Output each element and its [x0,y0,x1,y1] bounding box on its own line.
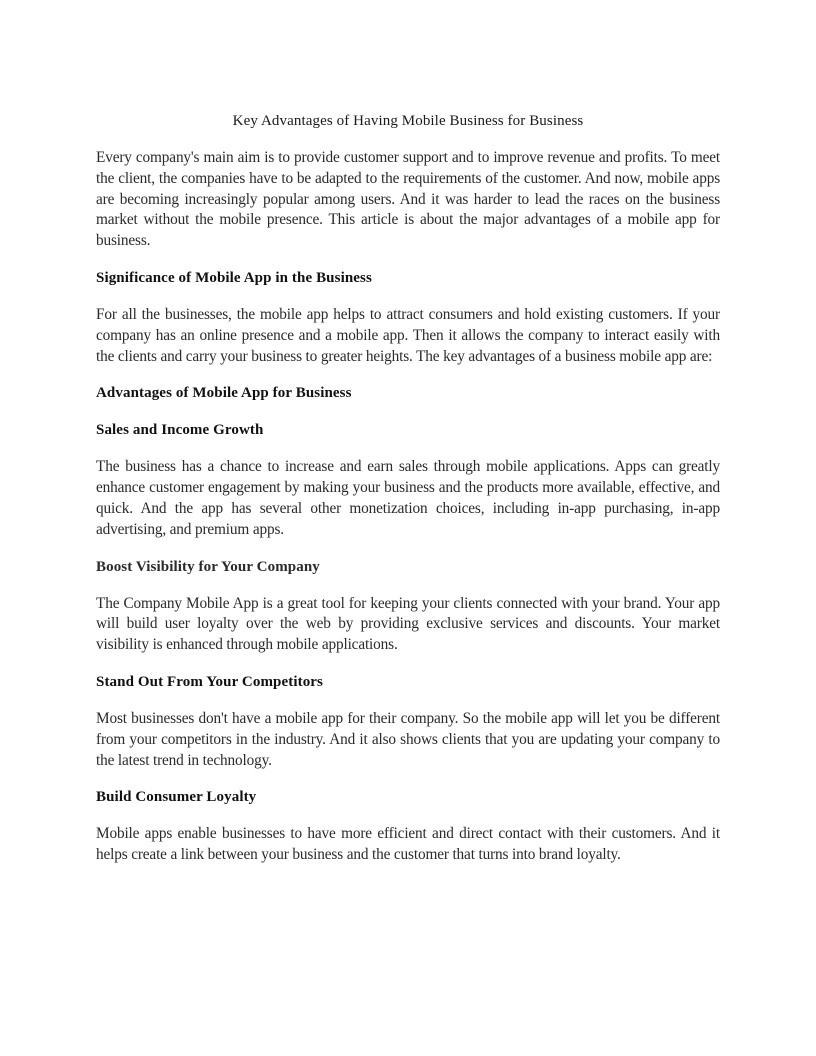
section-heading-visibility: Boost Visibility for Your Company [96,558,320,575]
section-body-competitors: Most businesses don't have a mobile app for their company. So the mobile app will let you be different from your competitors in the industry. And it also shows clients that you are updating your company to the latest trend in technology. [96,709,720,769]
section-body-significance: For all the businesses, the mobile app helps to attract consumers and hold existing customers. If your company has an online presence and a mobile app. Then it allows the company to interact easily with the clients and carry your business to greater heights. The key advantages of a business mobile app are: [96,305,720,365]
section-heading-loyalty: Build Consumer Loyalty [96,789,257,806]
section-heading-advantages: Advantages of Mobile App for Business [96,385,352,402]
section-body-visibility: The Company Mobile App is a great tool for keeping your clients connected with your brand. Your app will build user loyalty over the web by providing exclusive services and discounts. Your market visibility is enhanced through mobile applications. [96,594,720,654]
section-heading-competitors: Stand Out From Your Competitors [96,673,323,690]
section-heading-sales: Sales and Income Growth [96,422,264,439]
intro-paragraph: Every company's main aim is to provide customer support and to improve revenue and profits. To meet the client, the companies have to be adapted to the requirements of the customer. And now, mobile apps are becoming increasingly popular among users. And it was harder to lead the races on the business market without the mobile presence. This article is about the major advantages of a mobile app for business. [96,149,720,250]
document-page [96,110,720,882]
section-body-sales: The business has a chance to increase and earn sales through mobile applications. Apps can greatly enhance customer engagement by making your business and the products more available, effective, and quick. And the app has several other monetization choices, including in-app purchasing, in-app advertising, and premium apps. [96,458,720,538]
section-heading-significance: Significance of Mobile App in the Business [96,269,372,286]
document-title: Key Advantages of Having Mobile Business for Business [232,113,584,129]
section-body-loyalty: Mobile apps enable businesses to have more efficient and direct contact with their customers. And it helps create a link between your business and the customer that turns into brand loyalty. [96,825,720,864]
